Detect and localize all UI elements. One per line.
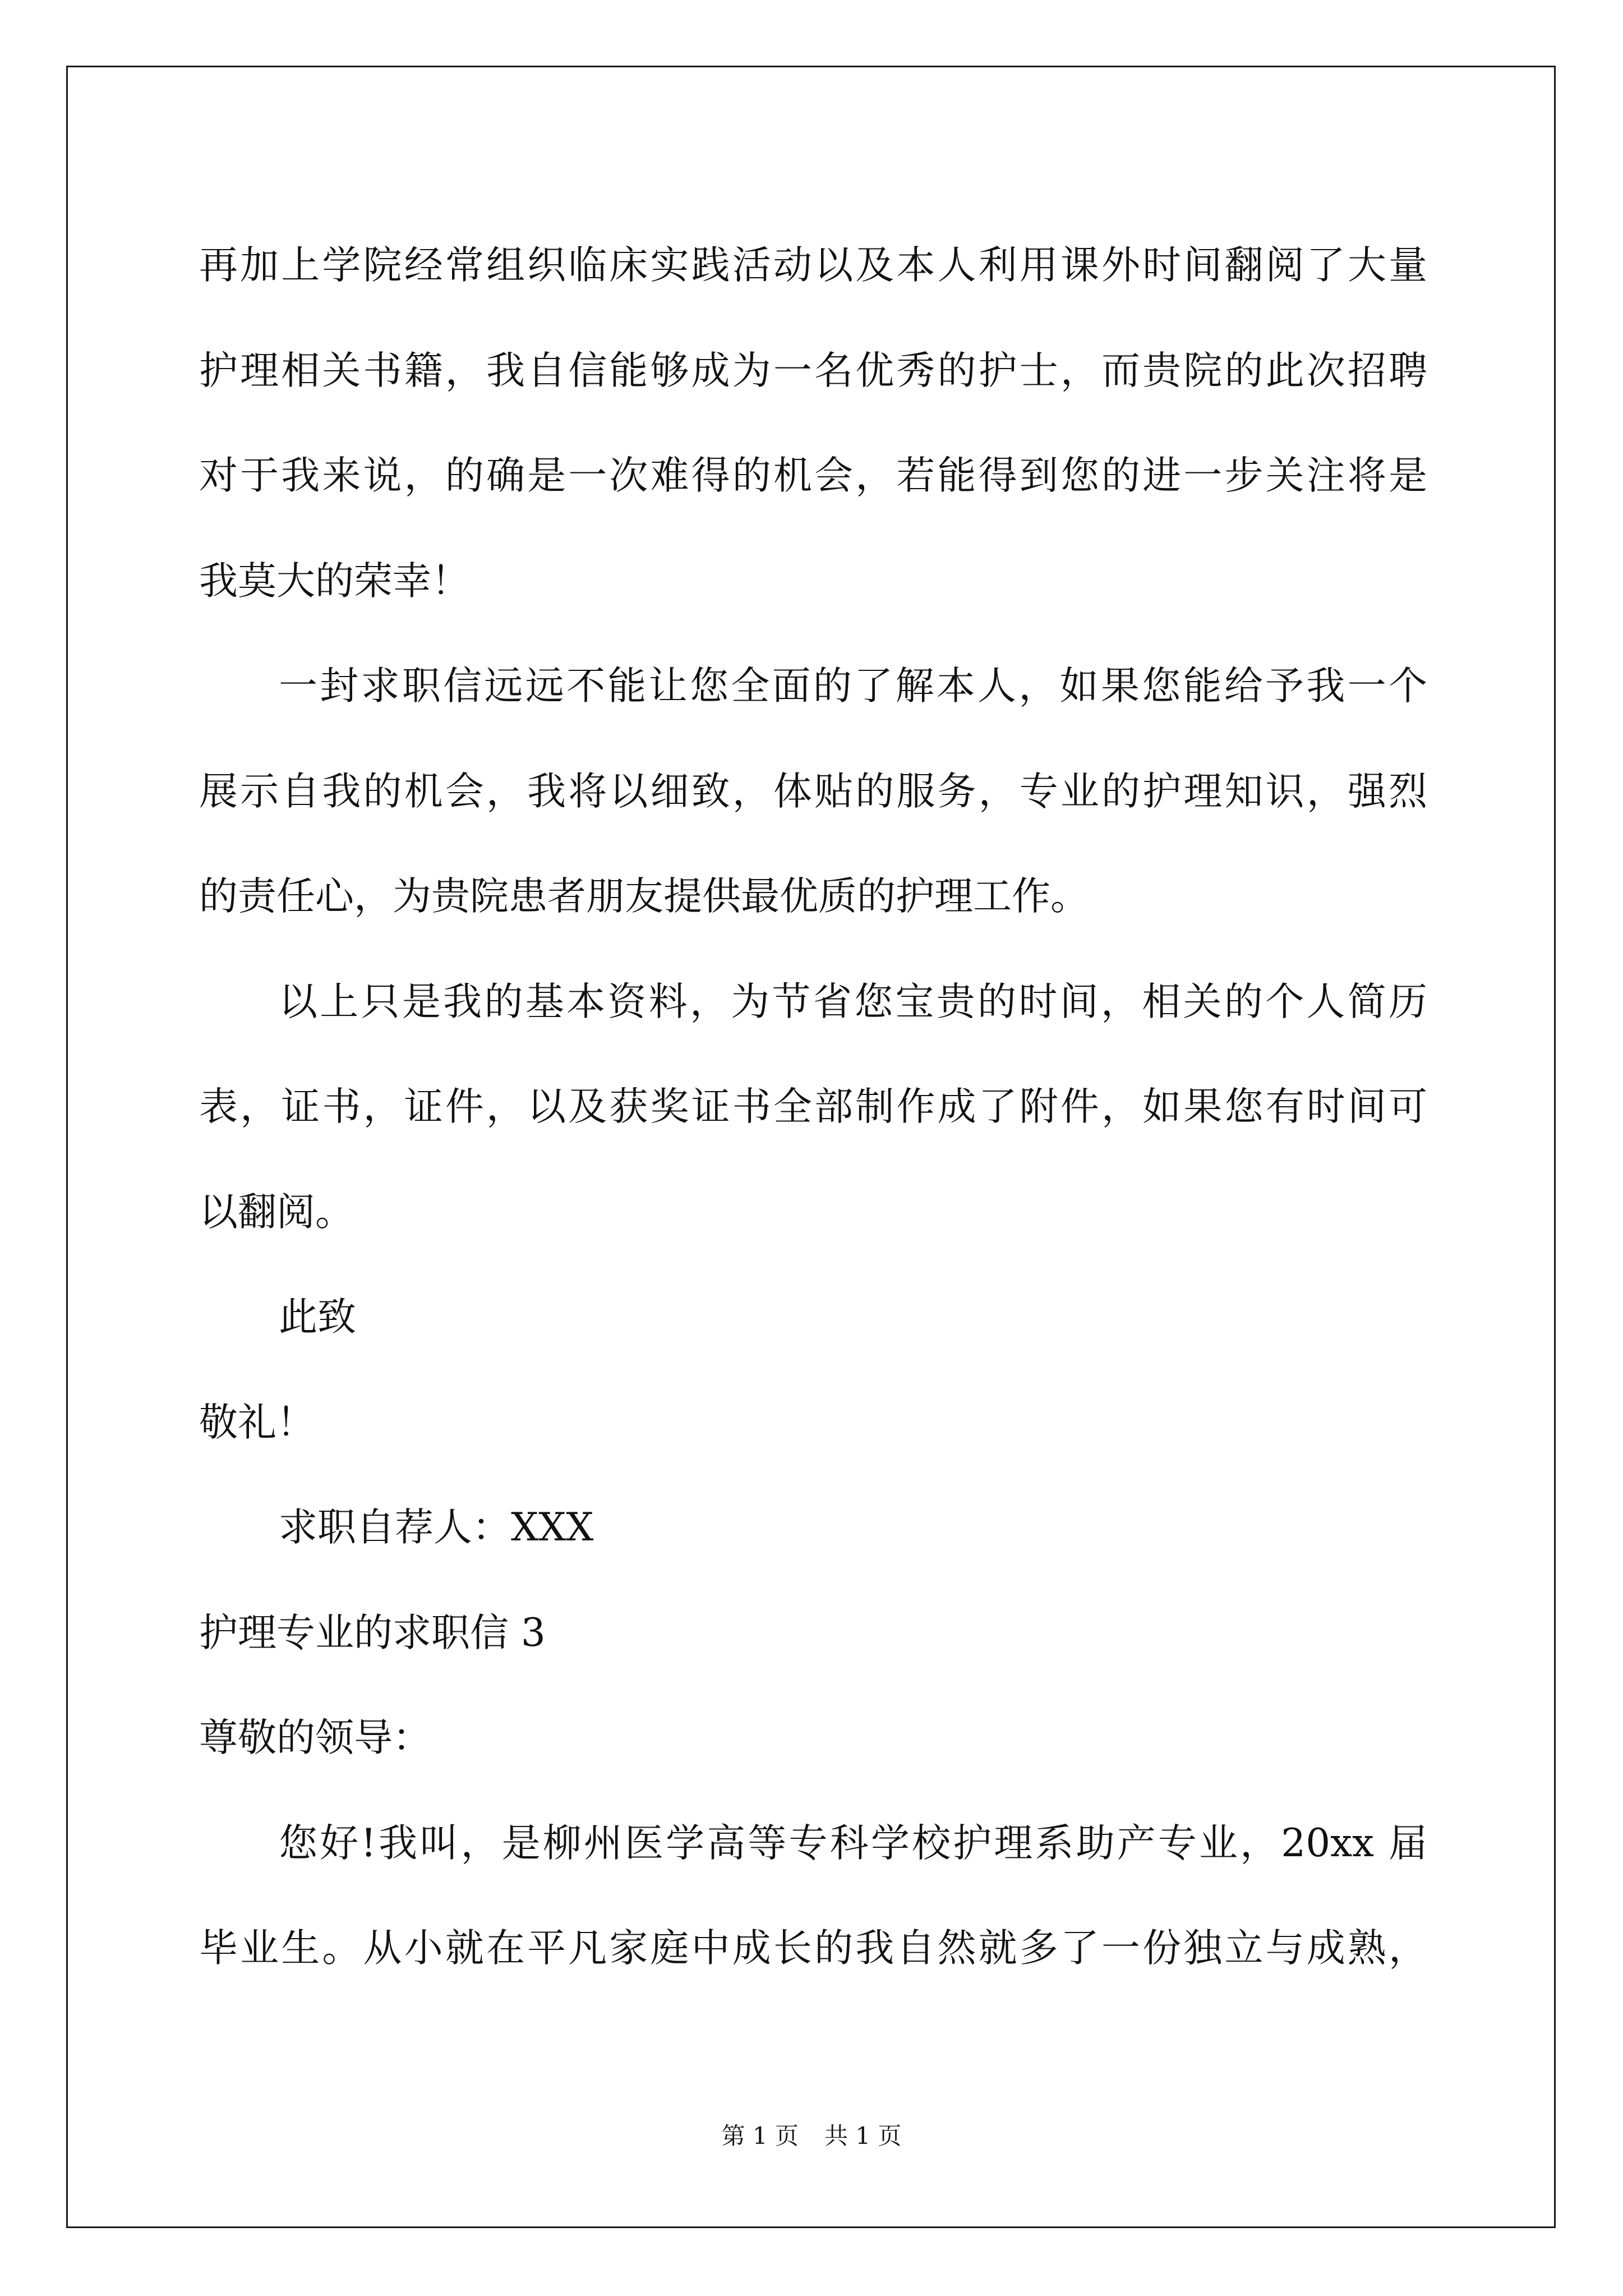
page-footer — [0, 2119, 1623, 2153]
text-line: 毕业生。从小就在平凡家庭中成长的我自然就多了一份独立与成熟， — [199, 1926, 1427, 1971]
page-total: 共 1 页 — [824, 2122, 902, 2150]
text-line: 再加上学院经常组织临床实践活动以及本人利用课外时间翻阅了大量 — [199, 243, 1427, 288]
section-heading: 护理专业的求职信 3 — [199, 1610, 546, 1655]
document-body — [199, 213, 1427, 2001]
paragraph-first-line: 一封求职信远远不能让您全面的了解本人，如果您能给予我一个 — [279, 664, 1427, 708]
text-line: 以翻阅。 — [199, 1189, 354, 1235]
page-number: 第 1 页 — [721, 2122, 799, 2150]
paragraph-first-line: 以上只是我的基本资料，为节省您宝贵的时间，相关的个人简历 — [279, 979, 1427, 1024]
paragraph-first-line: 您好!我叫，是柳州医学高等专科学校护理系助产专业，20xx 届 — [279, 1820, 1427, 1866]
greeting: 尊敬的领导： — [199, 1715, 431, 1760]
closing-phrase: 此致 — [279, 1295, 356, 1340]
text-line: 展示自我的机会，我将以细致，体贴的服务，专业的护理知识，强烈 — [199, 769, 1427, 814]
text-line: 护理相关书籍，我自信能够成为一名优秀的护士，而贵院的此次招聘 — [199, 348, 1427, 393]
text-line: 对于我来说，的确是一次难得的机会，若能得到您的进一步关注将是 — [199, 453, 1427, 498]
text-line: 我莫大的荣幸！ — [199, 558, 470, 604]
text-line: 的责任心，为贵院患者朋友提供最优质的护理工作。 — [199, 874, 1089, 919]
signature-line: 求职自荐人：XXX — [279, 1505, 594, 1550]
text-line: 表，证书，证件，以及获奖证书全部制作成了附件，如果您有时间可 — [199, 1084, 1427, 1129]
salutation-closing: 敬礼！ — [199, 1400, 315, 1445]
